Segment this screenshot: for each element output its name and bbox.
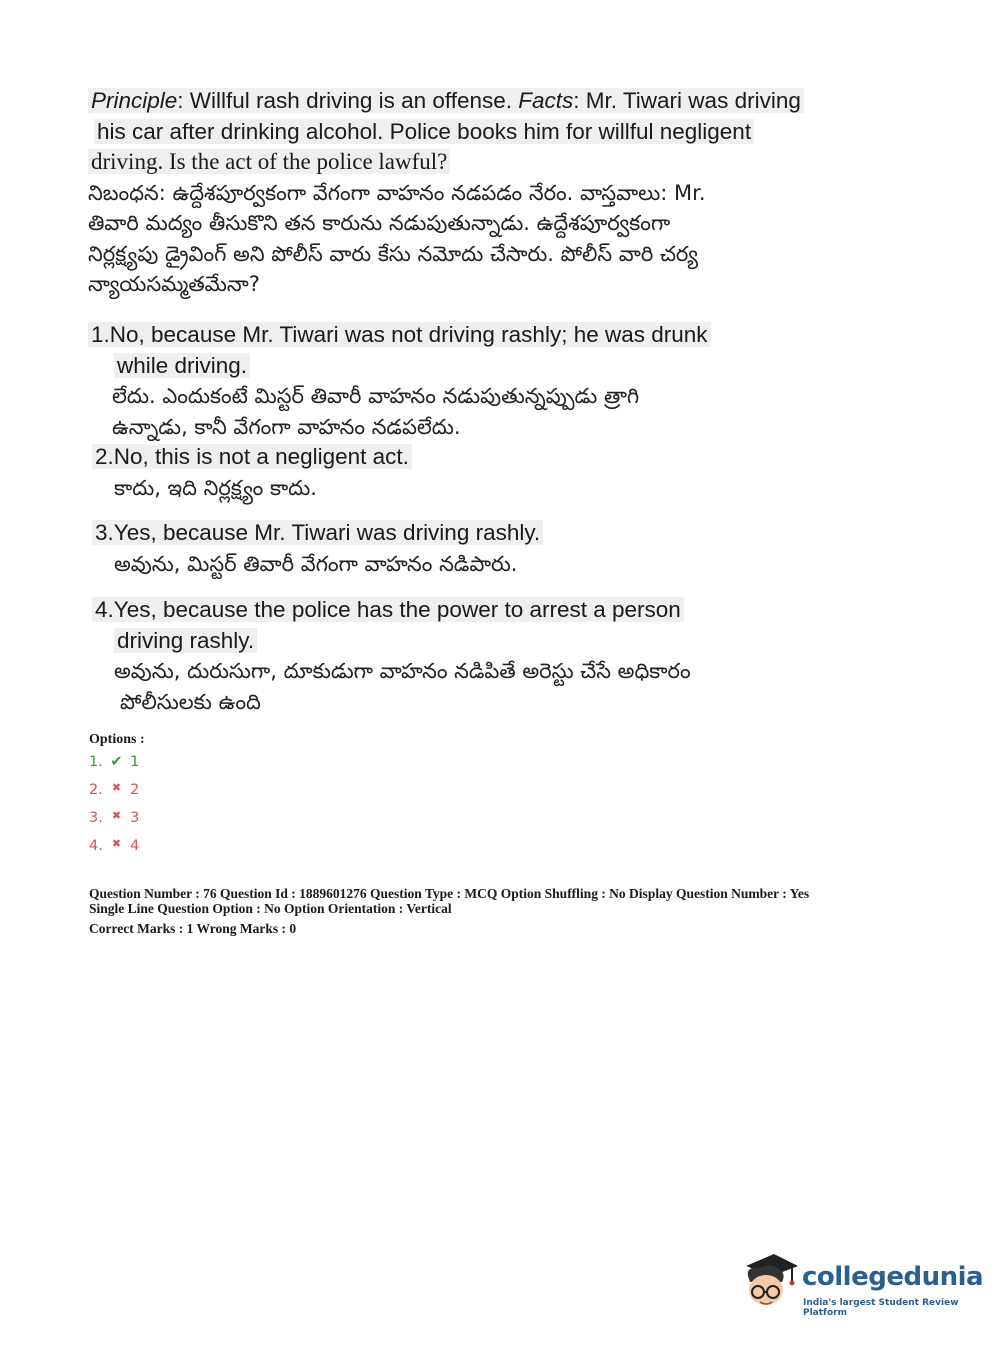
option-number: 1.: [89, 754, 103, 770]
answer-4-en-line-2: driving rashly.: [92, 626, 691, 657]
answer-4-te-line-2: పోలీసులకు ఉంది: [120, 689, 261, 714]
answer-1-te-line-2: ఉన్నాడు, కానీ వేగంగా వాహనం నడపలేదు.: [112, 414, 461, 439]
answer-4-en-line-1: 4.Yes, because the police has the power to arrest a person: [92, 595, 691, 626]
principle-text: : Willful rash driving is an offense.: [177, 88, 519, 113]
question-meta-line-2: Single Line Question Option : No Option Orientation : Vertical: [89, 901, 452, 916]
answer-2: [92, 442, 412, 503]
option-number: 4.: [89, 838, 103, 854]
logo-tagline: India's largest Student Review Platform: [803, 1298, 959, 1318]
collegedunia-logo: [740, 1252, 984, 1318]
answer-3: [92, 518, 543, 579]
question-telugu-line-4: న్యాయసమ్మతమేనా?: [88, 272, 260, 296]
question-telugu-line-1: నిబంధన: ఉద్దేశపూర్వకంగా వేగంగా వాహనం నడపడం నేరం. వాస్తవాలు: Mr.: [88, 180, 706, 205]
option-row-1: [89, 754, 139, 770]
answer-1-en-line-1: 1.No, because Mr. Tiwari was not driving rashly; he was drunk: [88, 320, 711, 351]
answer-4: [92, 595, 691, 717]
option-row-4: [89, 837, 139, 854]
answer-3-te-line-1: అవును, మిస్టర్ తివారీ వేగంగా వాహనం నడిపారు.: [114, 551, 518, 576]
check-icon: ✔: [110, 754, 123, 770]
question-line-1: [88, 86, 888, 117]
option-row-2: [89, 781, 139, 798]
option-value: 1: [130, 754, 140, 770]
question-meta-line-1: Question Number : 76 Question Id : 1889601276 Question Type : MCQ Option Shuffling : No Display Question Number : Yes: [89, 886, 810, 901]
option-number: 2.: [89, 782, 103, 798]
facts-label: Facts: [518, 88, 574, 113]
principle-label: Principle: [91, 88, 178, 113]
options-title: Options :: [89, 732, 145, 747]
answer-3-en-line-1: 3.Yes, because Mr. Tiwari was driving rashly.: [92, 518, 543, 549]
cross-icon: ✖: [111, 809, 122, 822]
student-mascot-icon: [740, 1252, 800, 1310]
question-line-2: his car after drinking alcohol. Police books him for willful negligent: [88, 117, 888, 148]
question-meta-line-3: Correct Marks : 1 Wrong Marks : 0: [89, 921, 297, 936]
question-telugu-line-2: తివారి మద్యం తీసుకొని తన కారును నడుపుతున్నాడు. ఉద్దేశపూర్వకంగా: [88, 211, 671, 235]
answer-1-en-line-2: while driving.: [88, 351, 711, 382]
option-value: 3: [130, 810, 140, 826]
option-value: 4: [130, 838, 140, 854]
question-line-3: driving. Is the act of the police lawful?: [88, 147, 888, 178]
option-row-3: [89, 809, 139, 826]
cross-icon: ✖: [111, 781, 122, 794]
answer-1-te-line-1: లేదు. ఎందుకంటే మిస్టర్ తివారీ వాహనం నడుపుతున్నప్పుడు త్రాగి: [112, 384, 640, 408]
answer-4-te-line-1: అవును, దురుసుగా, దూకుడుగా వాహనం నడిపితే అరెస్టు చేసే అధికారం: [114, 659, 691, 683]
question-telugu-line-3: నిర్లక్ష్యపు డ్రైవింగ్ అని పోలీస్ వారు కేసు నమోదు చేసారు. పోలీస్ వారి చర్య: [88, 241, 698, 266]
answer-2-en-line-1: 2.No, this is not a negligent act.: [92, 442, 412, 473]
option-value: 2: [130, 782, 140, 798]
cross-icon: ✖: [111, 837, 122, 850]
facts-text: : Mr. Tiwari was driving: [573, 88, 801, 113]
option-number: 3.: [89, 810, 103, 826]
question-block: [88, 86, 888, 300]
answer-2-te-line-1: కాదు, ఇది నిర్లక్ష్యం కాదు.: [114, 475, 317, 500]
question-line-1-highlight: [88, 88, 804, 113]
logo-name: collegedunia: [802, 1262, 984, 1292]
answer-1: [88, 320, 711, 442]
